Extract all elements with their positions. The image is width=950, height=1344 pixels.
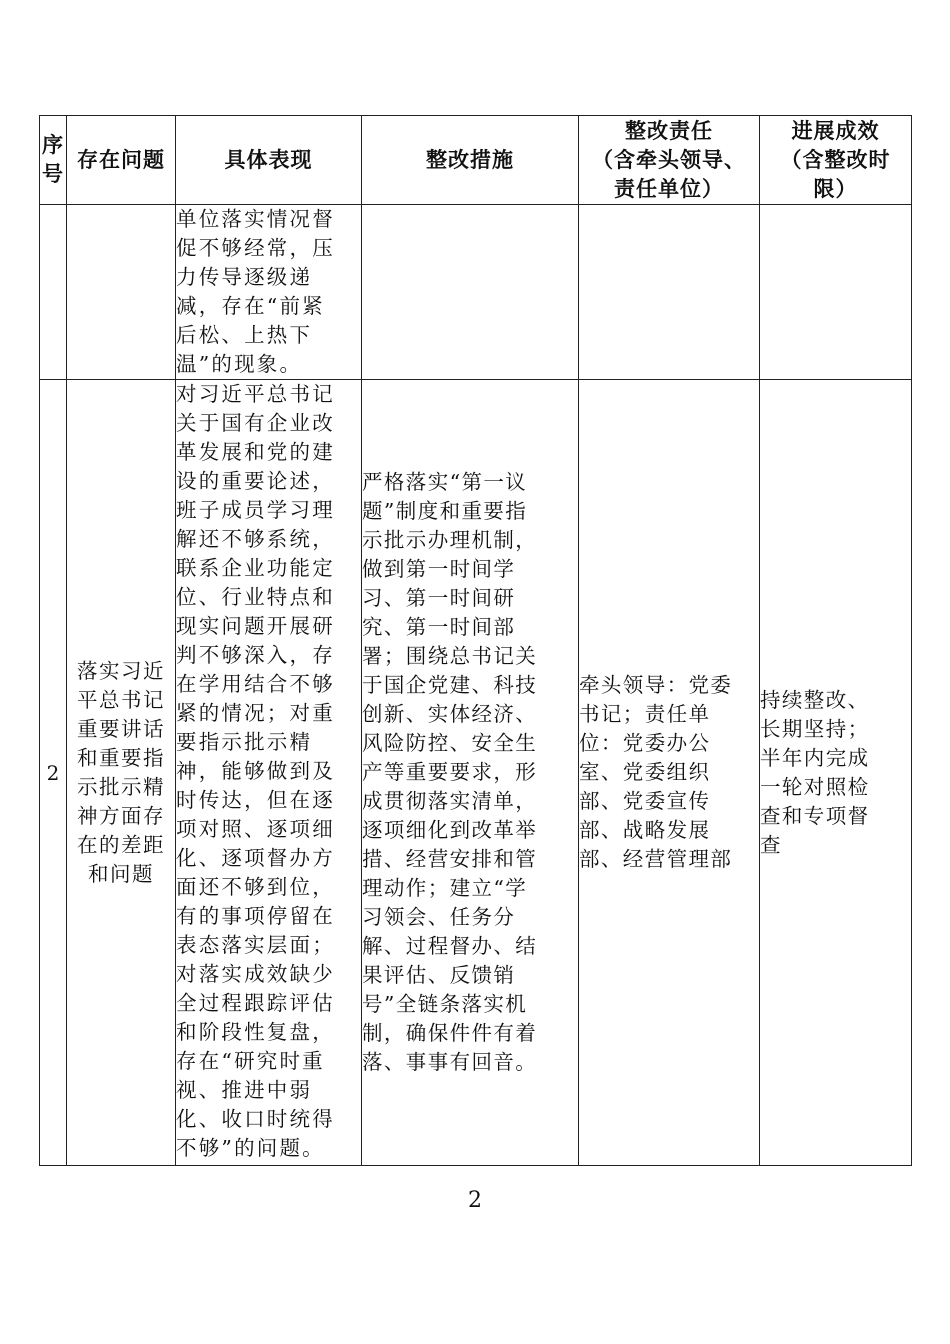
row-manifestation: 单位落实情况督 促不够经常，压 力传导逐级递 减，存在“前紧 后松、上热下 温”的现象。 <box>176 205 362 380</box>
row-measures <box>362 205 579 380</box>
header-seq: 序号 <box>40 116 67 205</box>
row-issue <box>67 205 176 380</box>
header-manifestation: 具体表现 <box>176 116 362 205</box>
row-progress <box>760 205 912 380</box>
header-responsibility: 整改责任 （含牵头领导、 责任单位） <box>579 116 760 205</box>
header-progress: 进展成效 （含整改时 限） <box>760 116 912 205</box>
rectification-table <box>39 115 912 1166</box>
row-measures: 严格落实“第一议 题”制度和重要指 示批示办理机制， 做到第一时间学 习、第一时间研 究、第一时间部 署；围绕总书记关 于国企党建、科技 创新、实体经济、 风险防控、安全生 产等重要要求，形 成贯彻落实清单， 逐项细化到改革举 措、经营安排和管 理动作；建立“学 习领会、任务分 解、过程督办、结 果评估、反馈销 号”全链条落实机 制，确保件件有着 落、事事有回音。 <box>362 380 579 1166</box>
header-measures: 整改措施 <box>362 116 579 205</box>
table-row <box>40 380 912 1166</box>
table-row <box>40 205 912 380</box>
row-seq <box>40 205 67 380</box>
row-manifestation: 对习近平总书记 关于国有企业改 革发展和党的建 设的重要论述， 班子成员学习理 解还不够系统， 联系企业功能定 位、行业特点和 现实问题开展研 判不够深入，存 在学用结合不够 紧的情况；对重 要指示批示精 神，能够做到及 时传达，但在逐 项对照、逐项细 化、逐项督办方 面还不够到位， 有的事项停留在 表态落实层面； 对落实成效缺少 全过程跟踪评估 和阶段性复盘， 存在“研究时重 视、推进中弱 化、收口时统得 不够”的问题。 <box>176 380 362 1166</box>
row-responsibility: 牵头领导：党委 书记；责任单 位：党委办公 室、党委组织 部、党委宣传 部、战略发展 部、经营管理部 <box>579 380 760 1166</box>
row-progress: 持续整改、 长期坚持； 半年内完成 一轮对照检 查和专项督 查 <box>760 380 912 1166</box>
row-seq: 2 <box>40 380 67 1166</box>
table-header-row <box>40 116 912 205</box>
page-number: 2 <box>468 1188 482 1213</box>
header-issue: 存在问题 <box>67 116 176 205</box>
row-responsibility <box>579 205 760 380</box>
row-issue: 落实习近 平总书记 重要讲话 和重要指 示批示精 神方面存 在的差距 和问题 <box>67 380 176 1166</box>
